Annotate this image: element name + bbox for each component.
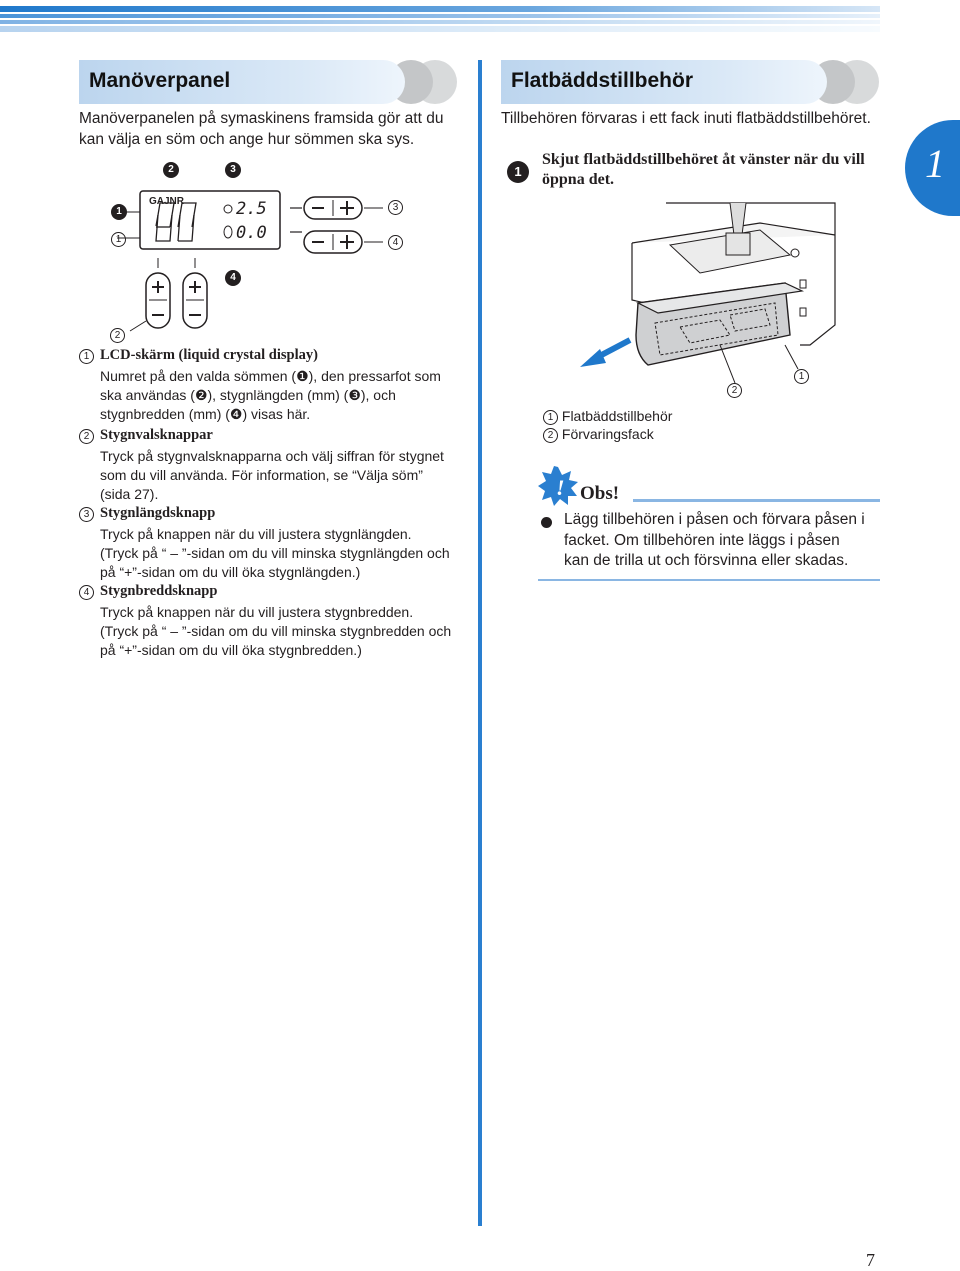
note-bottom-rule	[538, 579, 880, 581]
parts-list	[543, 407, 672, 443]
lcd-foot-letters: GAJNR	[149, 196, 185, 207]
description-line: på “+”-sidan om du vill öka stygnbredden.)	[100, 642, 362, 658]
step-text	[542, 150, 887, 190]
description-line: på “+”-sidan om du vill öka stygnlängden.)	[100, 564, 361, 580]
note-heading: Obs!	[580, 483, 620, 504]
item-list	[79, 347, 474, 661]
callout-open-3: 3	[388, 200, 403, 215]
lcd-stitch-length: 2.5	[236, 199, 267, 219]
step-number: 1	[507, 161, 529, 183]
section-header-flatbaddstillbehor	[501, 60, 881, 104]
callout-open-4: 4	[388, 235, 403, 250]
svg-text:!: !	[556, 475, 565, 500]
section-title: Flatbäddstillbehör	[511, 69, 694, 92]
note-line: kan de trilla ut och försvinna eller skadas.	[564, 552, 849, 569]
description-line: Tryck på knappen när du vill justera stygnbredden.	[100, 604, 414, 620]
item-number: 2	[79, 429, 94, 444]
control-panel-figure	[100, 155, 430, 355]
list-item	[79, 347, 474, 427]
note-line: facket. Om tillbehören inte läggs i påsen	[564, 531, 840, 549]
list-item	[543, 407, 672, 425]
note-line: Lägg tillbehören i påsen och förvara påsen i	[564, 511, 865, 528]
intro-text: Tillbehören förvaras i ett fack inuti flatbäddstillbehöret.	[501, 110, 871, 127]
intro-text	[79, 108, 474, 150]
description-line: (Tryck på “ – ”-sidan om du vill minska stygnlängden och	[100, 545, 450, 561]
item-title: LCD-skärm (liquid crystal display)	[100, 347, 318, 363]
item-title: Stygnvalsknappar	[100, 427, 213, 443]
intro-line: Manöverpanelen på symaskinens framsida gör att du	[79, 110, 444, 127]
description-line: (sida 27).	[100, 486, 159, 502]
intro-line: kan välja en söm och ange hur sömmen ska sys.	[79, 131, 415, 148]
lcd-pattern-number	[160, 203, 161, 204]
chapter-number: 1	[925, 141, 945, 186]
lcd-stitch-width: 0.0	[236, 223, 267, 243]
part-number: 1	[543, 410, 558, 425]
part-number: 2	[543, 428, 558, 443]
description-line: Tryck på knappen när du vill justera stygnlängden.	[100, 526, 412, 542]
description-line: Tryck på stygnvalsknapparna och välj siffran för stygnet	[100, 448, 444, 464]
control-panel-illustration	[100, 155, 430, 355]
column-divider	[478, 60, 482, 1226]
item-title: Stygnbreddsknapp	[100, 583, 218, 599]
top-decorative-bar	[0, 6, 880, 34]
list-item	[79, 583, 474, 661]
callout-filled-1: 1	[111, 204, 127, 220]
callout-open-2: 2	[110, 328, 125, 343]
description-line: som du vill använda. För information, se “Välja söm”	[100, 467, 423, 483]
item-description	[100, 603, 451, 660]
list-item	[79, 427, 474, 505]
description-line: Numret på den valda sömmen (❶), den pressarfot som	[100, 368, 441, 384]
part-label: Flatbäddstillbehör	[561, 408, 673, 424]
item-number: 1	[79, 349, 94, 364]
item-title: Stygnlängdsknapp	[100, 505, 216, 521]
part-label: Förvaringsfack	[561, 426, 654, 442]
note-box	[538, 466, 880, 586]
callout-filled-2: 2	[163, 162, 179, 178]
callout-open-1: 1	[111, 232, 126, 247]
flatbed-illustration	[570, 195, 885, 400]
list-item	[79, 505, 474, 583]
section-header-manoverpanel	[79, 60, 459, 104]
item-number: 3	[79, 507, 94, 522]
item-number: 4	[79, 585, 94, 600]
callout-filled-3: 3	[225, 162, 241, 178]
page-number: 7	[866, 1250, 875, 1270]
list-item	[543, 425, 672, 443]
step-line: öppna det.	[542, 171, 615, 188]
step-line: Skjut flatbäddstillbehöret åt vänster när du vill	[542, 151, 865, 168]
callout-filled-4: 4	[225, 270, 241, 286]
note-text	[564, 510, 865, 572]
description-line: stygnbredden (mm) (❹) visas här.	[100, 406, 311, 422]
item-description	[100, 367, 441, 424]
section-title: Manöverpanel	[89, 69, 231, 92]
flatbed-figure	[570, 195, 885, 400]
figure-callout-1: 1	[794, 369, 809, 384]
bullet-icon	[541, 517, 552, 528]
figure-callout-2: 2	[727, 383, 742, 398]
note-burst-icon	[538, 466, 578, 506]
item-description	[100, 525, 450, 582]
description-line: ska användas (❷), stygnlängden (mm) (❸), och	[100, 387, 396, 403]
description-line: (Tryck på “ – ”-sidan om du vill minska stygnbredden och	[100, 623, 452, 639]
note-heading-rule	[633, 499, 880, 502]
item-description	[100, 447, 444, 504]
